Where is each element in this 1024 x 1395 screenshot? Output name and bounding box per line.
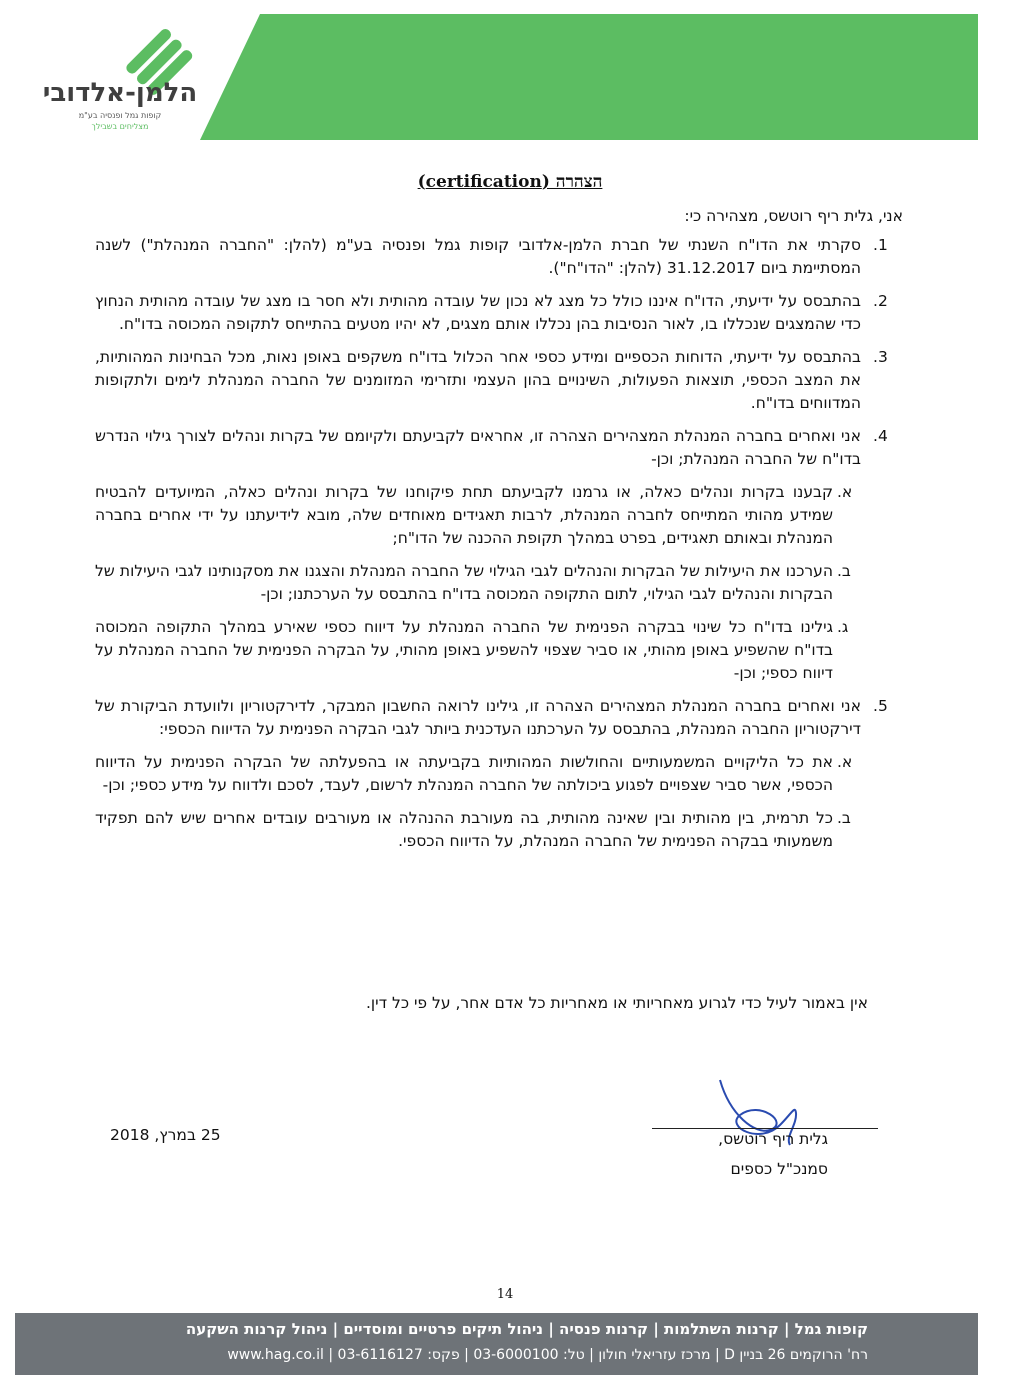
subitem-text: גילינו בדו"ח כל שינוי בבקרה הפנימית של החברה המנהלת על דיווח כספי שאירע במהלך התקופה המכוסה בדו"ח שהשפיע באופן מהותי, או סביר שצפוי להשפיע באופן מהותי, על הבקרה הפנימית של החברה המנהלת על דיווח כספי; וכן- [95, 618, 833, 682]
signatory-name: גלית ריף רוטשס, [718, 1130, 828, 1148]
item-number: 2. [873, 292, 888, 310]
subitem-letter: א. [837, 483, 853, 501]
intro-line: אני, גלית ריף רוטשס, מצהירה כי: [684, 207, 903, 225]
declaration-subitem [95, 807, 903, 853]
declaration-subitem [95, 616, 903, 685]
item-text: בהתבסס על ידיעתי, הדוחות הכספיים ומידע כספי אחר הכלול בדו"ח משקפים באופן נאות, מכל הבחינות המהותיות, את המצב הכספי, תוצאות הפעולות, השינויים בהון העצמי ותזרימי המזומנים של החברה המנהלת לימים ולתקופות המדווחים בדו"ח. [95, 348, 861, 412]
document-date: 25 במרץ, 2018 [110, 1126, 221, 1144]
subitem-text: קבענו בקרות ונהלים כאלה, או גרמנו לקביעתם תחת פיקוחנו של בקרות ונהלים כאלה, המיועדים להבטיח שמידע מהותי המתייחס לחברה המנהלת, לרבות תאגידים מאוחדים שלה, מובא לידיעתנו על ידי אחרים בחברה המנהלת ובאותם תאגידים, בפרט במהלך תקופת ההכנה של הדו"ח; [95, 483, 833, 547]
item-number: 3. [873, 348, 888, 366]
declaration-body [95, 205, 903, 863]
item-text: אני ואחרים בחברה המנהלת המצהירים הצהרה זו, גילינו לרואה החשבון המבקר, לדירקטוריון ולוועדת הביקורת של דירקטוריון החברה המנהלת, בהתבסס על הערכתנו העדכנית ביותר לגבי הבקרה הפנימית על הדיווח הכספי: [95, 697, 861, 738]
item-text: סקרתי את הדו"ח השנתי של חברת הלמן-אלדובי קופות גמל ופנסיה בע"מ (להלן: "החברה המנהלת") לשנה המסתיימת ביום 31.12.2017 (להלן: "הדו"ח"). [95, 236, 861, 277]
subitem-letter: ג. [837, 618, 849, 636]
declaration-subitem [95, 751, 903, 797]
item-number: 1. [873, 236, 888, 254]
page-number: 14 [496, 1287, 514, 1302]
item-text: אני ואחרים בחברה המנהלת המצהירים הצהרה זו, אחראים לקביעתם ולקיומם של בקרות ונהלים לצורך גילוי הנדרש בדו"ח של החברה המנהלת; וכן- [95, 427, 861, 468]
declaration-item [95, 695, 903, 741]
logo-name: הלמן-אלדובי [42, 78, 198, 108]
signature-line [652, 1128, 878, 1129]
declaration-item [95, 290, 903, 336]
item-number: 4. [873, 427, 888, 445]
declaration-subitem [95, 481, 903, 550]
subitem-text: כל תרמית, בין מהותית ובין שאינה מהותית, בה מעורבת ההנהלה או מעורבים עובדים אחרים שיש להם תפקיד משמעותי בבקרה הפנימית של החברה המנהלת, על הדיווח הכספי. [95, 809, 833, 850]
footer-bar [15, 1313, 978, 1375]
logo-subtitle: קופות גמל ופנסיה בע"מ [78, 111, 162, 120]
item-number: 5. [873, 697, 888, 715]
declaration-item [95, 346, 903, 415]
header-banner [200, 14, 978, 140]
subitem-letter: א. [837, 753, 853, 771]
footer-contact: רח' הרוקמים 26 בניין D | מרכז עזריאלי חולון | טל: 03-6000100 | פקס: 03-6116127 | www.hag.co.il [227, 1347, 868, 1363]
declaration-subitem [95, 560, 903, 606]
document-title: הצהרה (certification) [417, 172, 603, 192]
item-text: בהתבסס על ידיעתי, הדו"ח איננו כולל כל מצג לא נכון של עובדה מהותית ולא חסר בו מצג של עובדה מהותית הנחוץ כדי שהמצגים שנכללו בו, לאור הנסיבות בהן נכללו אותם מצגים, לא יהיו מטעים בהתייחס לתקופה המכוסה בדו"ח. [95, 292, 861, 333]
subitem-letter: ב. [837, 562, 851, 580]
logo-tagline: מצליחים בשבילך [91, 122, 149, 131]
footer-services: קופות גמל | קרנות השתלמות | קרנות פנסיה | ניהול תיקים פרטיים ומוסדיים | ניהול קרנות השקעה [185, 1320, 868, 1338]
subitem-text: את כל הליקויים המשמעותיים והחולשות המהותיות בקביעתה או בהפעלתה של הבקרה הפנימית על הדיווח הכספי, אשר סביר שצפויים לפגוע ביכולתה של החברה המנהלת לרשום, לעבד, לסכם ולדווח על מידע כספי; וכן- [95, 753, 833, 794]
subitem-letter: ב. [837, 809, 851, 827]
disclaimer: אין באמור לעיל כדי לגרוע מאחריותי או מאחריות כל אדם אחר, על פי כל דין. [366, 994, 868, 1012]
signatory-role: סמנכ"ל כספים [730, 1160, 828, 1178]
subitem-text: הערכנו את היעילות של הבקרות והנהלים לגבי הגילוי של החברה המנהלת והצגנו את מסקנותינו לגבי היעילות של הבקרות והנהלים לגבי הגילוי, לתום התקופה המכוסה בדו"ח בהתבסס על הערכתנו; וכן- [95, 562, 833, 603]
declaration-item [95, 234, 903, 280]
declaration-item [95, 425, 903, 471]
